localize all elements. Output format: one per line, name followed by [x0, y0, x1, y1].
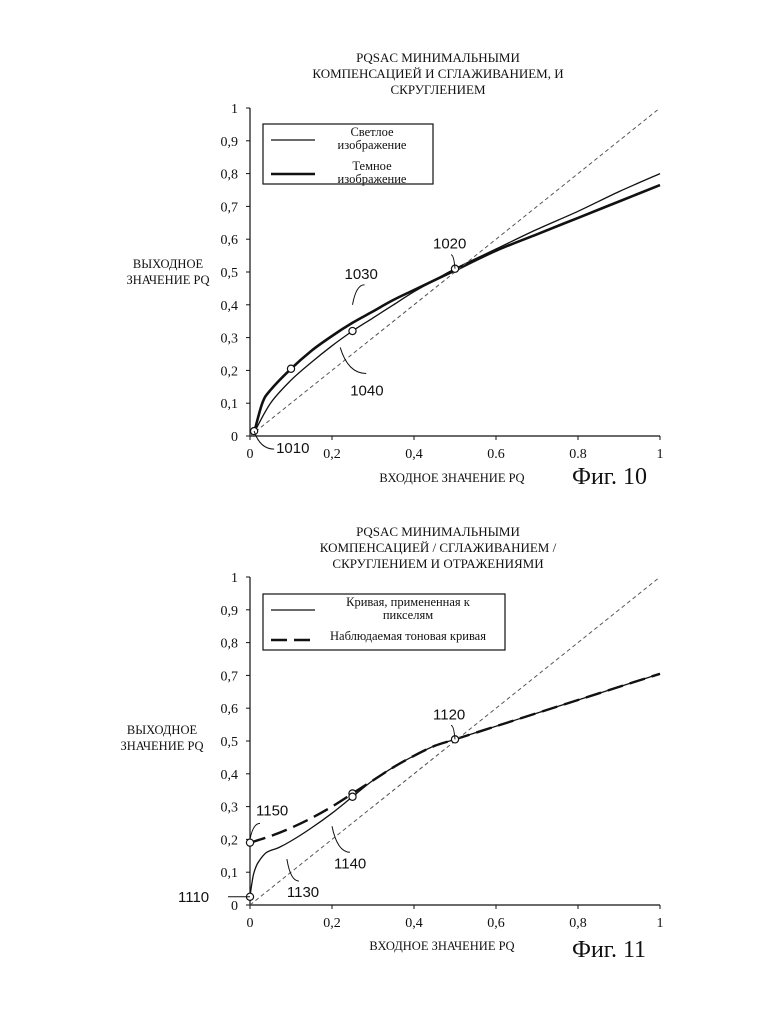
x-tick-label: 1 — [657, 447, 664, 462]
y-tick-label: 0,2 — [221, 364, 239, 379]
legend-entry-label: изображение — [338, 172, 407, 186]
x-tick-label: 0 — [247, 447, 254, 462]
y-tick-label: 0,4 — [221, 768, 239, 783]
y-tick-label: 0,9 — [221, 604, 239, 619]
annotation-label: 1110 — [178, 889, 209, 906]
figure-11-chart — [121, 524, 664, 963]
y-tick-label: 1 — [231, 102, 238, 117]
annotation-leader-line — [287, 859, 299, 881]
chart-title-line: КОМПЕНСАЦИЕЙ / СГЛАЖИВАНИЕМ / — [320, 540, 557, 555]
y-tick-label: 0,7 — [221, 200, 239, 215]
x-tick-label: 0,8 — [569, 916, 587, 931]
y-tick-label: 0,1 — [221, 866, 239, 881]
x-tick-label: 0 — [247, 916, 254, 931]
annotation-label: 1030 — [345, 266, 378, 283]
annotation-label: 1150 — [256, 802, 288, 819]
chart-title-line: PQSAC МИНИМАЛЬНЫМИ — [356, 50, 520, 65]
annotation-label: 1140 — [334, 855, 366, 872]
annotation-label: 1010 — [276, 440, 309, 457]
x-axis-label: ВХОДНОЕ ЗНАЧЕНИЕ PQ — [369, 939, 514, 953]
legend-entry-label: Наблюдаемая тоновая кривая — [330, 629, 486, 643]
y-tick-label: 0,6 — [221, 233, 239, 248]
y-tick-label: 0,1 — [221, 397, 239, 412]
legend-entry-label: пикселям — [383, 608, 433, 622]
x-tick-label: 1 — [657, 916, 664, 931]
chart-title-line: КОМПЕНСАЦИЕЙ И СГЛАЖИВАНИЕМ, И — [312, 66, 563, 81]
series-line-thin — [254, 174, 660, 433]
figure-10-chart — [127, 50, 664, 490]
y-axis-label: ВЫХОДНОЕ — [127, 723, 198, 737]
legend-entry-label: Темное — [352, 159, 392, 173]
x-axis-label: ВХОДНОЕ ЗНАЧЕНИЕ PQ — [379, 471, 524, 485]
patent-figures — [0, 0, 780, 1028]
x-tick-label: 0,4 — [405, 447, 423, 462]
point-marker — [349, 327, 356, 334]
y-tick-label: 0,5 — [221, 266, 239, 281]
annotation-leader-line — [250, 823, 260, 839]
x-tick-label: 0,6 — [487, 916, 505, 931]
y-axis-label: ВЫХОДНОЕ — [133, 257, 204, 271]
y-tick-label: 0 — [231, 899, 238, 914]
annotation-label: 1130 — [287, 884, 319, 901]
annotation-leader-line — [353, 285, 365, 305]
x-tick-label: 0.8 — [569, 447, 587, 462]
legend-entry-label: Кривая, примененная к — [346, 595, 471, 609]
chart-title-line: СКРУГЛЕНИЕМ И ОТРАЖЕНИЯМИ — [332, 556, 543, 571]
point-marker — [287, 365, 294, 372]
y-tick-label: 0,5 — [221, 735, 239, 750]
y-tick-label: 0,6 — [221, 702, 239, 717]
chart-title-line: PQSAC МИНИМАЛЬНЫМИ — [356, 524, 520, 539]
legend-entry-label: изображение — [338, 138, 407, 152]
annotation-label: 1040 — [350, 382, 383, 399]
annotation-label: 1120 — [433, 706, 465, 723]
y-tick-label: 0,9 — [221, 135, 239, 150]
chart-title-line: СКРУГЛЕНИЕМ — [390, 82, 485, 97]
x-tick-label: 0,2 — [323, 916, 341, 931]
figure-label: Фиг. 11 — [572, 937, 646, 963]
y-axis-label: ЗНАЧЕНИЕ PQ — [127, 273, 210, 287]
point-marker — [349, 793, 356, 800]
annotation-leader-line — [332, 826, 350, 852]
y-tick-label: 0 — [231, 430, 238, 445]
legend-entry-label: Светлое — [350, 125, 394, 139]
y-tick-label: 0,8 — [221, 168, 239, 183]
series-line-bold — [254, 185, 660, 433]
series-line-dashed — [250, 674, 660, 843]
y-tick-label: 0,3 — [221, 332, 239, 347]
annotation-label: 1020 — [433, 236, 466, 253]
x-tick-label: 0,4 — [405, 916, 423, 931]
figure-label: Фиг. 10 — [572, 464, 647, 490]
x-tick-label: 0.6 — [487, 447, 505, 462]
y-tick-label: 0,8 — [221, 637, 239, 652]
y-axis-label: ЗНАЧЕНИЕ PQ — [121, 739, 204, 753]
y-tick-label: 0,2 — [221, 833, 239, 848]
y-tick-label: 0,4 — [221, 299, 239, 314]
point-marker — [246, 839, 253, 846]
y-tick-label: 0,7 — [221, 669, 239, 684]
x-tick-label: 0,2 — [323, 447, 341, 462]
y-tick-label: 0,3 — [221, 801, 239, 816]
y-tick-label: 1 — [231, 571, 238, 586]
